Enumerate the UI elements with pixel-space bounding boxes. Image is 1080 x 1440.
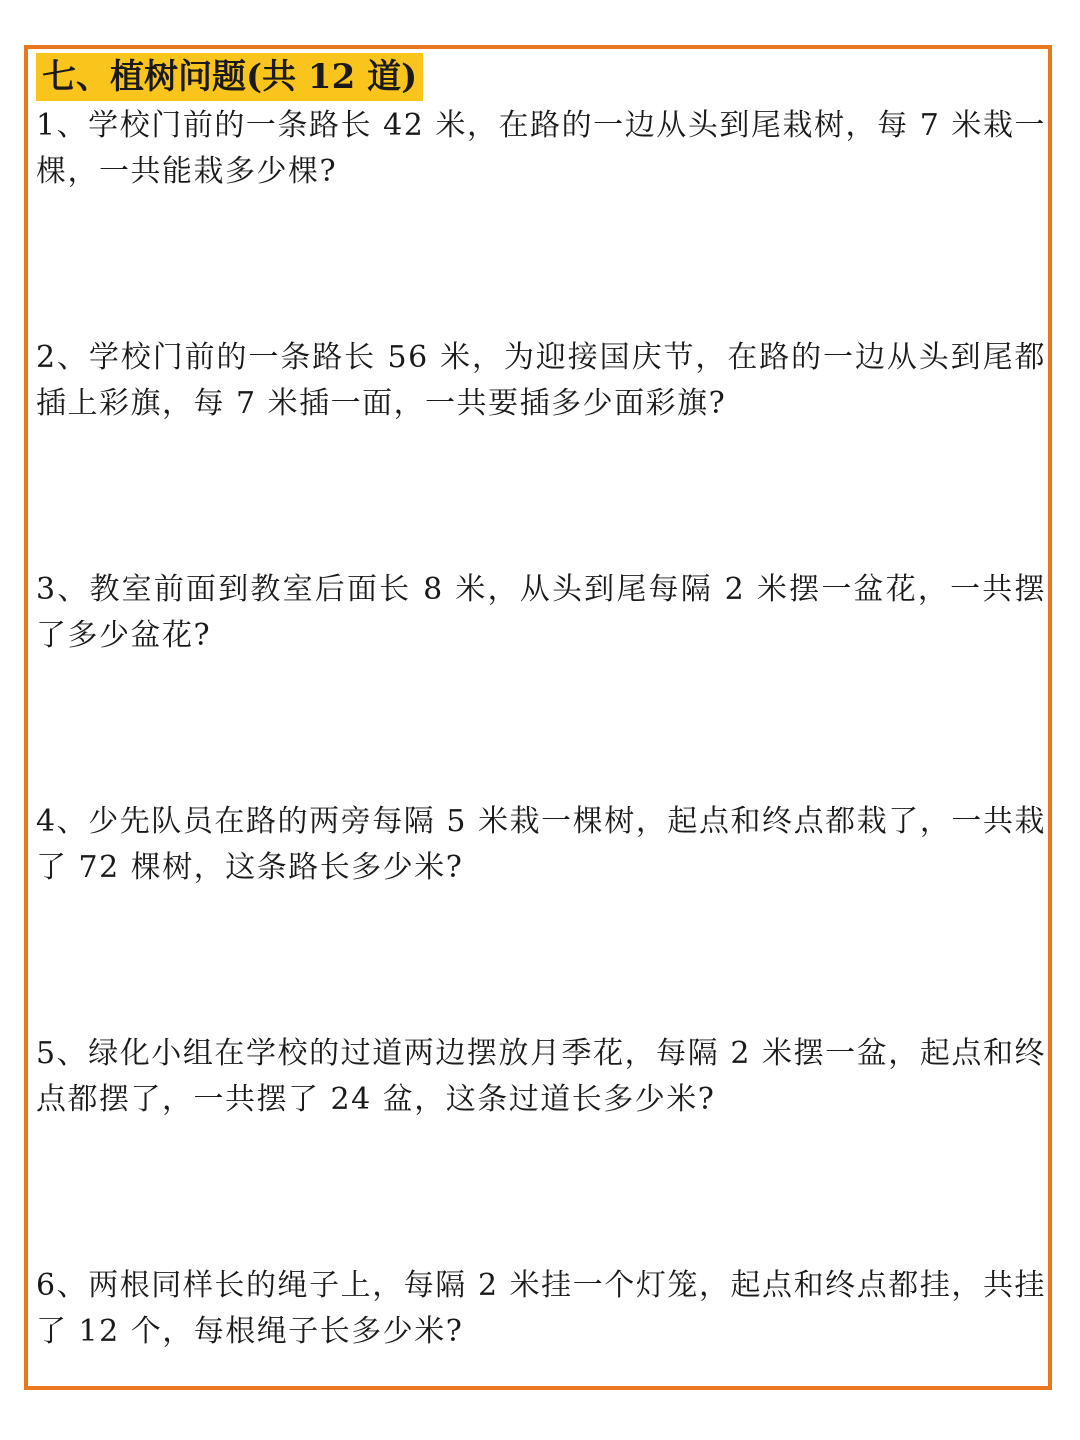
question-3: 3、教室前面到教室后面长 8 米，从头到尾每隔 2 米摆一盆花，一共摆了多少盆花?: [36, 572, 1046, 653]
section-title: 七、植树问题(共 12 道): [36, 53, 423, 101]
question-5: 5、绿化小组在学校的过道两边摆放月季花，每隔 2 米摆一盆，起点和终点都摆了，一共摆了 24 盆，这条过道长多少米?: [36, 1036, 1046, 1117]
question-4: 4、少先队员在路的两旁每隔 5 米栽一棵树，起点和终点都栽了，一共栽了 72 棵树，这条路长多少米?: [36, 804, 1046, 885]
question-1: 1、学校门前的一条路长 42 米，在路的一边从头到尾栽树，每 7 米栽一棵，一共能栽多少棵?: [36, 108, 1046, 189]
question-2: 2、学校门前的一条路长 56 米，为迎接国庆节，在路的一边从头到尾都插上彩旗，每 7 米插一面，一共要插多少面彩旗?: [36, 340, 1046, 421]
question-6: 6、两根同样长的绳子上，每隔 2 米挂一个灯笼，起点和终点都挂，共挂了 12 个，每根绳子长多少米?: [36, 1268, 1046, 1349]
worksheet-border: [24, 45, 1052, 1390]
